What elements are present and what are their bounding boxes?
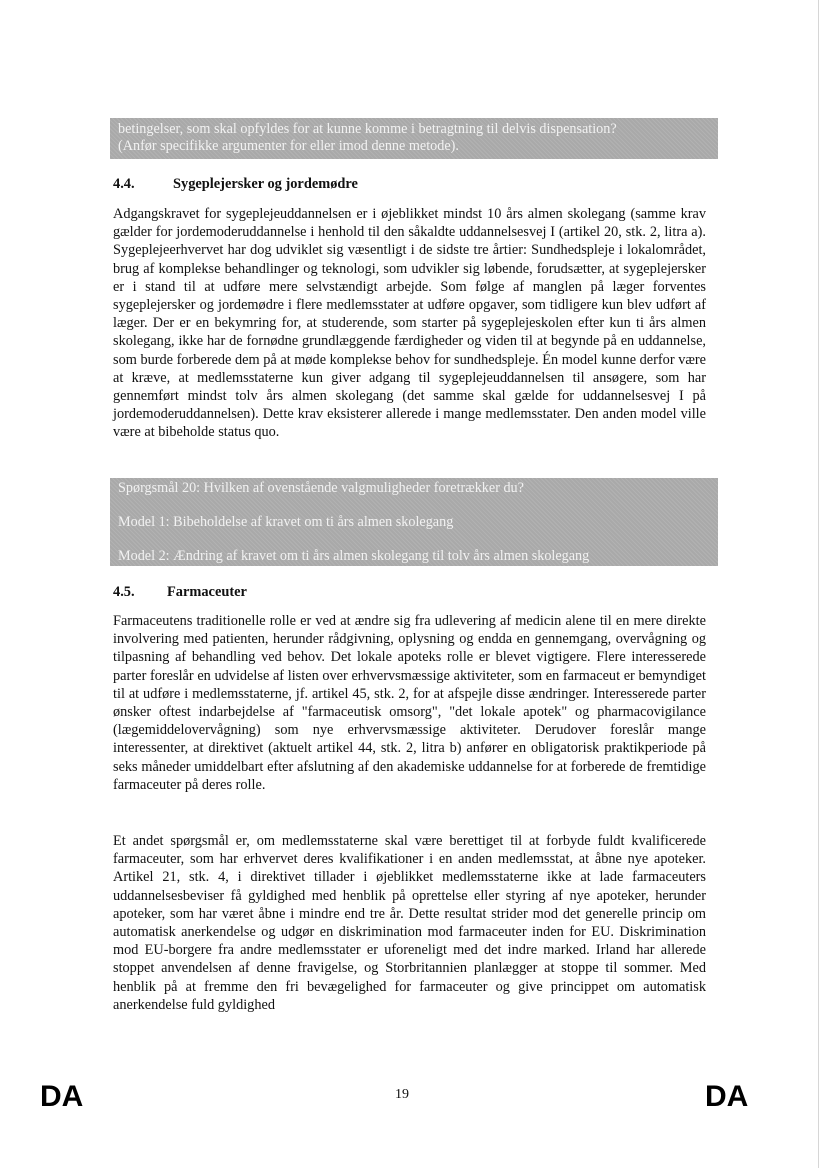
top-box-line-1: betingelser, som skal opfyldes for at kunne komme i betragtning til delvis dispensation? [118, 121, 617, 137]
section-number: 4.5. [113, 584, 135, 600]
section-4-4-paragraph: Adgangskravet for sygeplejeuddannelsen er i øjeblikket mindst 10 års almen skolegang (samme krav gælder for jordemoderuddannelse i henhold til den såkaldte uddannelsesvej I (artikel 20, stk. 2, litra a). Sygeplejeerhvervet har dog udviklet sig væsentligt i de sidste tre årtier: Sundhedspleje i lokalområdet, brug af komplekse behandlinger og teknologi, som udvikler sig løbende, forudsætter, at sygeplejersker er i stand til at udføre mere selvstændigt arbejde. Som følge af manglen på læger forventes sygeplejersker og jordemødre i flere medlemsstater at udføre opgaver, som tidligere kun blev udført af læger. Der er en bekymring for, at studerende, som starter på sygeplejeskolen efter kun ti års almen skolegang, ikke har de fornødne grundlæggende færdigheder og viden til at begynde på en uddannelse, som burde forberede dem på at møde komplekse behov for sundhedspleje. Én model kunne derfor være at kræve, at medlemsstaterne kun giver adgang til sygeplejeuddannelsen til ansøgere, som har gennemført mindst tolv års almen skolegang (det samme skal gælde for uddannelsesvej I på jordemoderuddannelsen). Dette krav eksisterer allerede i mange medlemsstater. Den anden model ville være at bibeholde status quo. [113, 206, 706, 441]
question-20-box [110, 478, 718, 566]
section-number: 4.4. [113, 176, 135, 192]
section-4-5-paragraph-1: Farmaceutens traditionelle rolle er ved at ændre sig fra udlevering af medicin alene til en mere direkte involvering med patienten, herunder rådgivning, oplysning og endda en gennemgang, overvågning og tilpasning af behandling ved behov. Det lokale apoteks rolle er blevet vigtigere. Flere interesserede parter foreslår en udvidelse af listen over erhvervsmæssige aktiviteter, som en farmaceut er bemyndiget til at udføre i medlemsstaterne, jf. artikel 45, stk. 2, for at afspejle disse ændringer. Interesserede parter ønsker oftest indarbejdelse af "farmaceutisk omsorg", "det lokale apotek" og pharmacovigilance (lægemiddelovervågning) som nye erhvervsmæssige aktiviteter. Derudover foreslår mange interessenter, at direktivet (aktuelt artikel 44, stk. 2, litra b) anfører en obligatorisk praktikperiode på seks måneder umiddelbart efter afslutning af den akademiske uddannelse for at forberede de fremtidige farmaceuter på deres rolle. [113, 613, 706, 793]
section-title: Farmaceuter [167, 584, 247, 600]
footer-language-code-left: DA [40, 1080, 84, 1113]
page-edge-line [818, 0, 819, 1168]
footer-language-code-right: DA [705, 1080, 749, 1113]
section-4-4-heading [113, 176, 358, 193]
model-1-option: Model 1: Bibeholdelse af kravet om ti års almen skolegang [118, 514, 454, 530]
section-4-5-heading [113, 584, 247, 601]
question-20-text: Spørgsmål 20: Hvilken af ovenstående valgmuligheder foretrækker du? [118, 480, 524, 496]
section-4-5-paragraph-2: Et andet spørgsmål er, om medlemsstaterne skal være berettiget til at forbyde fuldt kvalificerede farmaceuter, som har erhvervet deres kvalifikationer i en anden medlemsstat, at åbne nye apoteker. Artikel 21, stk. 4, i direktivet tillader i øjeblikket medlemsstaterne ikke at lade farmaceuters uddannelsesbeviser få gyldighed med henblik på oprettelse eller styring af nye apoteker, herunder apoteker, som har været åbne i mindre end tre år. Dette resultat strider mod det generelle princip om automatisk anerkendelse og udgør en diskrimination mod farmaceuter inden for EU. Diskrimination mod EU-borgere fra andre medlemsstater er uforeneligt med det indre marked. Irland har allerede stoppet anvendelsen af denne fravigelse, og Storbritannien planlægger at stoppe til sommer. Med henblik på at fremme den fri bevægelighed for farmaceuter og give princippet om automatisk anerkendelse fuld gyldighed [113, 833, 706, 1013]
top-shaded-box [110, 118, 718, 159]
top-box-line-2: (Anfør specifikke argumenter for eller imod denne metode). [118, 138, 459, 154]
model-2-option: Model 2: Ændring af kravet om ti års almen skolegang til tolv års almen skolegang [118, 548, 590, 564]
page-number: 19 [395, 1087, 409, 1102]
section-title: Sygeplejersker og jordemødre [173, 176, 358, 192]
